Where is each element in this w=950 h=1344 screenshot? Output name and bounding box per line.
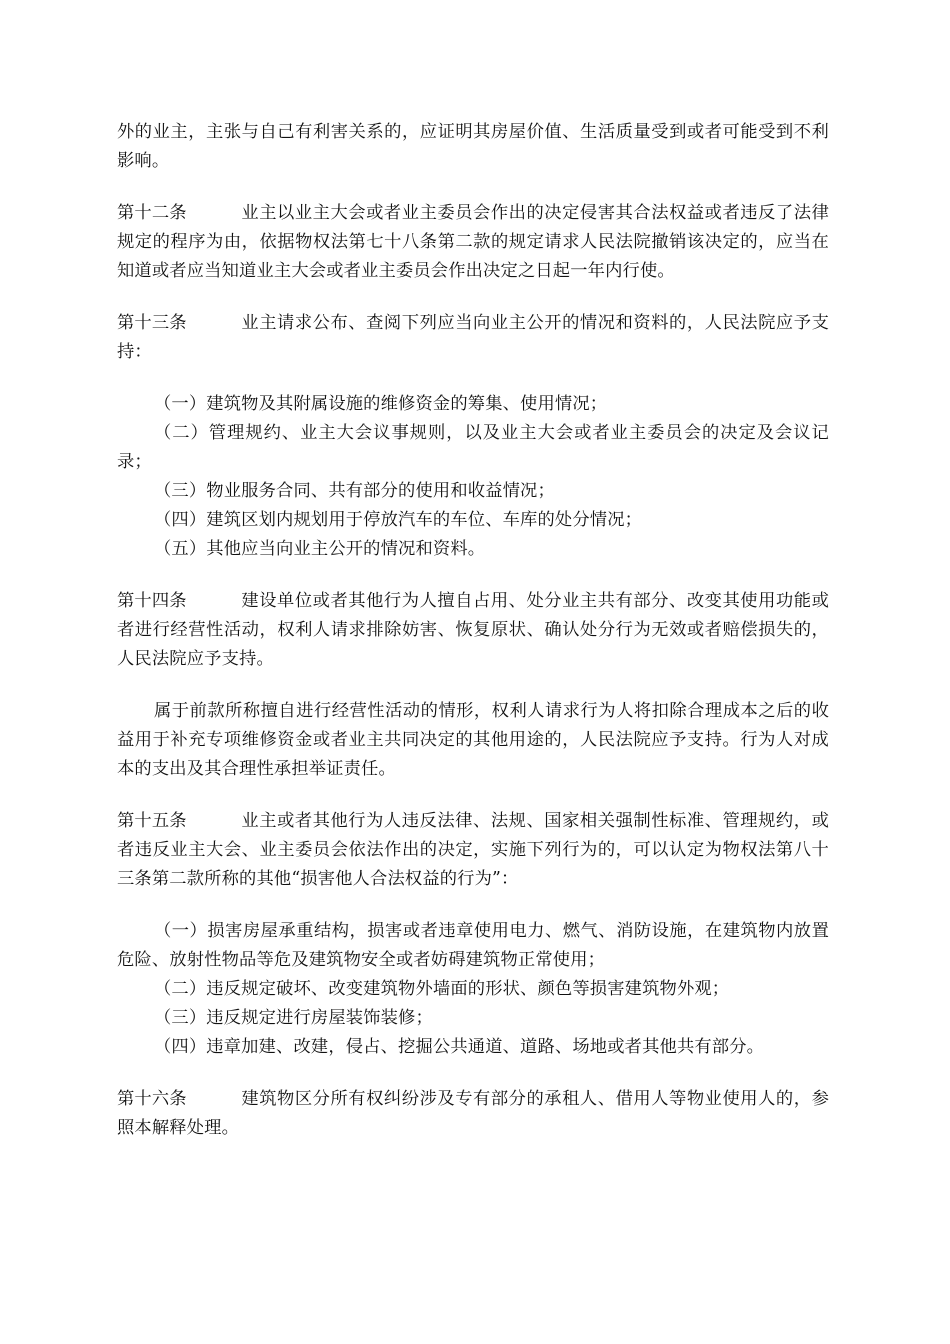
list-item: （三）物业服务合同、共有部分的使用和收益情况；: [154, 481, 555, 501]
paragraph-gap: [117, 1062, 829, 1085]
list-item: （二）违反规定破坏、改变建筑物外墙面的形状、颜色等损害建筑物外观；: [154, 979, 730, 999]
paragraph-gap: [117, 286, 829, 309]
article-14-label: 第十四条: [117, 591, 187, 611]
article-15-label: 第十五条: [117, 811, 187, 831]
article-14-text: 建设单位或者其他行为人擅自占用、处分业主共有部分、改变其使用功能或者进行经营性活动，权利人请求排除妨害、恢复原状、确认处分行为无效或者赔偿损失的，人民法院应予支持。: [117, 591, 829, 669]
list-item: （五）其他应当向业主公开的情况和资料。: [154, 539, 486, 559]
list-item: （四）违章加建、改建，侵占、挖掘公共通道、道路、场地或者其他共有部分。: [154, 1037, 765, 1057]
paragraph-gap: [117, 367, 829, 390]
paragraph-gap: [117, 176, 829, 199]
article-13-list: [117, 390, 829, 564]
article-16-text: 建筑物区分所有权纠纷涉及专有部分的承租人、借用人等物业使用人的，参照本解释处理。: [117, 1089, 829, 1138]
list-item: （一）损害房屋承重结构，损害或者违章使用电力、燃气、消防设施，在建筑物内放置危险、放射性物品等危及建筑物安全或者妨碍建筑物正常使用；: [117, 921, 829, 970]
paragraph-gap: [117, 784, 829, 807]
article-15: [117, 807, 829, 894]
article-14: [117, 587, 829, 674]
article-13-text: 业主请求公布、查阅下列应当向业主公开的情况和资料的，人民法院应予支持：: [117, 313, 829, 362]
article-15-text: 业主或者其他行为人违反法律、法规、国家相关强制性标准、管理规约，或者违反业主大会、业主委员会依法作出的决定，实施下列行为的，可以认定为物权法第八十三条第二款所称的其他“损害他人合法权益的行为”：: [117, 811, 829, 889]
list-item: （二）管理规约、业主大会议事规则，以及业主大会或者业主委员会的决定及会议记录；: [117, 423, 829, 472]
article-14-paragraph-2: 属于前款所称擅自进行经营性活动的情形，权利人请求行为人将扣除合理成本之后的收益用于补充专项维修资金或者业主共同决定的其他用途的，人民法院应予支持。行为人对成本的支出及其合理性承担举证责任。: [117, 701, 829, 779]
article-16: [117, 1085, 829, 1143]
paragraph-gap: [117, 674, 829, 697]
list-item: （一）建筑物及其附属设施的维修资金的筹集、使用情况；: [154, 394, 608, 414]
paragraph-gap: [117, 894, 829, 917]
article-15-list: [117, 917, 829, 1062]
list-item: （三）违反规定进行房屋装饰装修；: [154, 1008, 433, 1028]
article-12-text: 业主以业主大会或者业主委员会作出的决定侵害其合法权益或者违反了法律规定的程序为由，依据物权法第七十八条第二款的规定请求人民法院撤销该决定的，应当在知道或者应当知道业主大会或者业主委员会作出决定之日起一年内行使。: [117, 203, 829, 281]
article-13-label: 第十三条: [117, 313, 187, 333]
article-12-label: 第十二条: [117, 203, 187, 223]
intro-paragraph: 外的业主，主张与自己有利害关系的，应证明其房屋价值、生活质量受到或者可能受到不利影响。: [117, 122, 829, 171]
paragraph-gap: [117, 564, 829, 587]
article-12: [117, 199, 829, 286]
article-16-label: 第十六条: [117, 1089, 187, 1109]
document-page: [117, 118, 829, 1143]
article-13: [117, 309, 829, 367]
list-item: （四）建筑区划内规划用于停放汽车的车位、车库的处分情况；: [154, 510, 643, 530]
